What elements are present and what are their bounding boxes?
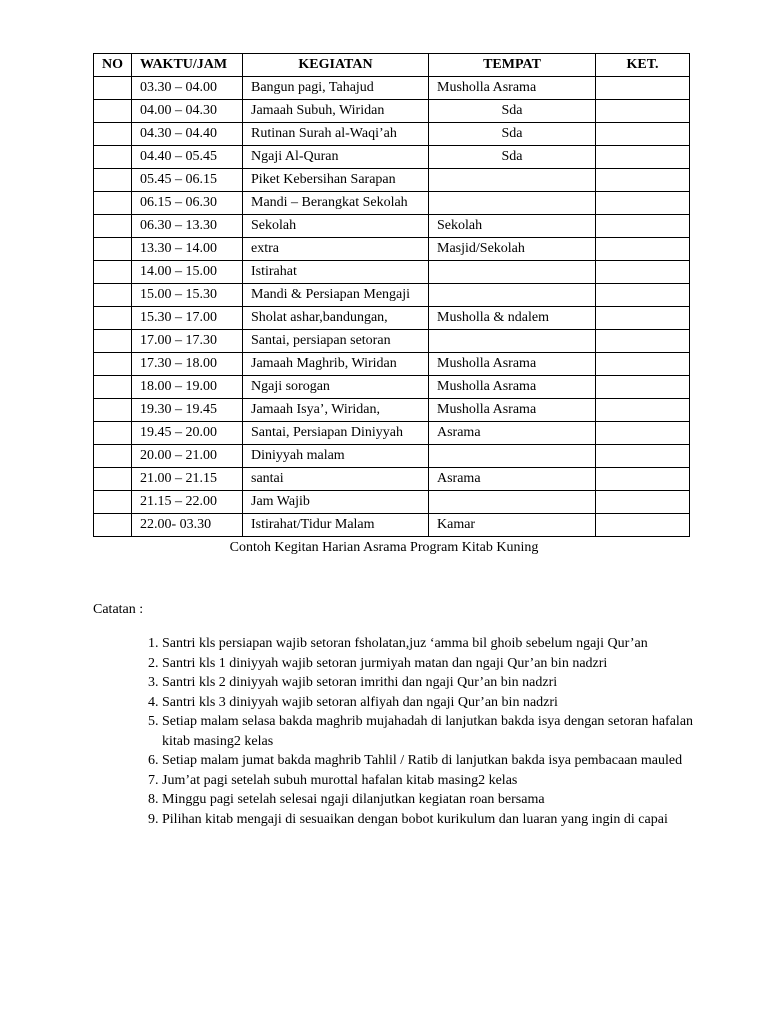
cell-kegiatan: Jam Wajib [243,491,429,514]
cell-ket [596,445,690,468]
cell-no [94,330,132,353]
table-header-row [94,54,690,77]
schedule-body [94,77,690,537]
cell-tempat: Sda [429,123,596,146]
schedule-table [93,53,690,537]
cell-waktu: 06.15 – 06.30 [132,192,243,215]
cell-waktu: 04.30 – 04.40 [132,123,243,146]
cell-kegiatan: Bangun pagi, Tahajud [243,77,429,100]
cell-kegiatan: santai [243,468,429,491]
cell-ket [596,238,690,261]
cell-waktu: 19.30 – 19.45 [132,399,243,422]
table-row [94,261,690,284]
cell-no [94,445,132,468]
cell-waktu: 15.30 – 17.00 [132,307,243,330]
cell-tempat: Musholla & ndalem [429,307,596,330]
table-row [94,123,690,146]
cell-kegiatan: Istirahat/Tidur Malam [243,514,429,537]
cell-ket [596,376,690,399]
note-item: 4. Santri kls 3 diniyyah wajib setoran alfiyah dan ngaji Qur’an bin nadzri [162,693,722,713]
header-tempat: TEMPAT [429,54,596,77]
table-row [94,491,690,514]
cell-kegiatan: Istirahat [243,261,429,284]
table-row [94,284,690,307]
cell-ket [596,330,690,353]
cell-tempat [429,491,596,514]
cell-no [94,307,132,330]
cell-tempat: Asrama [429,422,596,445]
table-caption: Contoh Kegitan Harian Asrama Program Kitab Kuning [229,540,539,555]
cell-waktu: 14.00 – 15.00 [132,261,243,284]
note-item: 6. Setiap malam jumat bakda maghrib Tahlil / Ratib di lanjutkan bakda isya pembacaan mauled [162,751,722,771]
cell-tempat [429,445,596,468]
table-row [94,238,690,261]
cell-tempat [429,261,596,284]
header-ket: KET. [596,54,690,77]
cell-no [94,169,132,192]
cell-no [94,77,132,100]
cell-ket [596,468,690,491]
cell-tempat: Asrama [429,468,596,491]
cell-waktu: 04.00 – 04.30 [132,100,243,123]
cell-kegiatan: Rutinan Surah al-Waqi’ah [243,123,429,146]
header-waktu: WAKTU/JAM [132,54,243,77]
table-row [94,330,690,353]
cell-no [94,238,132,261]
note-item: 7. Jum’at pagi setelah subuh murottal hafalan kitab masing2 kelas [162,771,722,791]
cell-no [94,261,132,284]
cell-waktu: 22.00- 03.30 [132,514,243,537]
cell-no [94,192,132,215]
cell-tempat: Sekolah [429,215,596,238]
cell-tempat [429,192,596,215]
cell-waktu: 17.00 – 17.30 [132,330,243,353]
cell-kegiatan: Santai, persiapan setoran [243,330,429,353]
cell-waktu: 03.30 – 04.00 [132,77,243,100]
cell-no [94,514,132,537]
table-row [94,445,690,468]
cell-ket [596,192,690,215]
cell-tempat: Sda [429,100,596,123]
cell-waktu: 17.30 – 18.00 [132,353,243,376]
cell-kegiatan: Diniyyah malam [243,445,429,468]
cell-kegiatan: Mandi & Persiapan Mengaji [243,284,429,307]
cell-waktu: 18.00 – 19.00 [132,376,243,399]
cell-tempat: Sda [429,146,596,169]
table-row [94,422,690,445]
cell-kegiatan: Sholat ashar,bandungan, [243,307,429,330]
cell-kegiatan: Ngaji Al-Quran [243,146,429,169]
table-row [94,146,690,169]
cell-ket [596,100,690,123]
cell-kegiatan: Mandi – Berangkat Sekolah [243,192,429,215]
cell-no [94,399,132,422]
header-kegiatan: KEGIATAN [243,54,429,77]
cell-kegiatan: Santai, Persiapan Diniyyah [243,422,429,445]
note-item: 5. Setiap malam selasa bakda maghrib mujahadah di lanjutkan bakda isya dengan setoran hafalan kitab masing2 kelas [162,712,722,751]
table-row [94,399,690,422]
cell-waktu: 05.45 – 06.15 [132,169,243,192]
cell-waktu: 04.40 – 05.45 [132,146,243,169]
table-row [94,514,690,537]
notes-title: Catatan : [93,602,144,617]
cell-tempat [429,330,596,353]
cell-no [94,284,132,307]
cell-kegiatan: Piket Kebersihan Sarapan [243,169,429,192]
table-row [94,307,690,330]
cell-ket [596,422,690,445]
cell-no [94,468,132,491]
table-row [94,192,690,215]
table-row [94,100,690,123]
cell-waktu: 13.30 – 14.00 [132,238,243,261]
cell-kegiatan: Jamaah Isya’, Wiridan, [243,399,429,422]
cell-kegiatan: Jamaah Subuh, Wiridan [243,100,429,123]
cell-tempat [429,169,596,192]
cell-ket [596,307,690,330]
table-row [94,353,690,376]
cell-waktu: 19.45 – 20.00 [132,422,243,445]
note-item: 2. Santri kls 1 diniyyah wajib setoran jurmiyah matan dan ngaji Qur’an bin nadzri [162,654,722,674]
cell-waktu: 21.15 – 22.00 [132,491,243,514]
cell-tempat: Musholla Asrama [429,376,596,399]
table-row [94,376,690,399]
table-row [94,169,690,192]
cell-tempat: Musholla Asrama [429,399,596,422]
cell-no [94,146,132,169]
cell-ket [596,123,690,146]
cell-tempat: Musholla Asrama [429,77,596,100]
cell-kegiatan: Sekolah [243,215,429,238]
notes-list [137,634,722,829]
note-item: 1. Santri kls persiapan wajib setoran fsholatan,juz ‘amma bil ghoib sebelum ngaji Qur’an [162,634,722,654]
cell-waktu: 15.00 – 15.30 [132,284,243,307]
table-row [94,468,690,491]
cell-ket [596,399,690,422]
cell-kegiatan: Ngaji sorogan [243,376,429,399]
cell-no [94,100,132,123]
cell-no [94,491,132,514]
cell-tempat: Musholla Asrama [429,353,596,376]
cell-waktu: 20.00 – 21.00 [132,445,243,468]
table-row [94,215,690,238]
cell-ket [596,169,690,192]
cell-no [94,123,132,146]
cell-no [94,353,132,376]
cell-no [94,422,132,445]
cell-ket [596,514,690,537]
cell-waktu: 21.00 – 21.15 [132,468,243,491]
cell-kegiatan: Jamaah Maghrib, Wiridan [243,353,429,376]
cell-ket [596,491,690,514]
cell-ket [596,215,690,238]
cell-kegiatan: extra [243,238,429,261]
note-item: 8. Minggu pagi setelah selesai ngaji dilanjutkan kegiatan roan bersama [162,790,722,810]
note-item: 9. Pilihan kitab mengaji di sesuaikan dengan bobot kurikulum dan luaran yang ingin di capai [162,810,722,830]
cell-tempat [429,284,596,307]
cell-tempat: Masjid/Sekolah [429,238,596,261]
cell-waktu: 06.30 – 13.30 [132,215,243,238]
cell-ket [596,284,690,307]
note-item: 3. Santri kls 2 diniyyah wajib setoran imrithi dan ngaji Qur’an bin nadzri [162,673,722,693]
cell-ket [596,77,690,100]
cell-ket [596,146,690,169]
cell-ket [596,261,690,284]
cell-ket [596,353,690,376]
table-row [94,77,690,100]
cell-no [94,376,132,399]
header-no: NO [94,54,132,77]
cell-tempat: Kamar [429,514,596,537]
cell-no [94,215,132,238]
